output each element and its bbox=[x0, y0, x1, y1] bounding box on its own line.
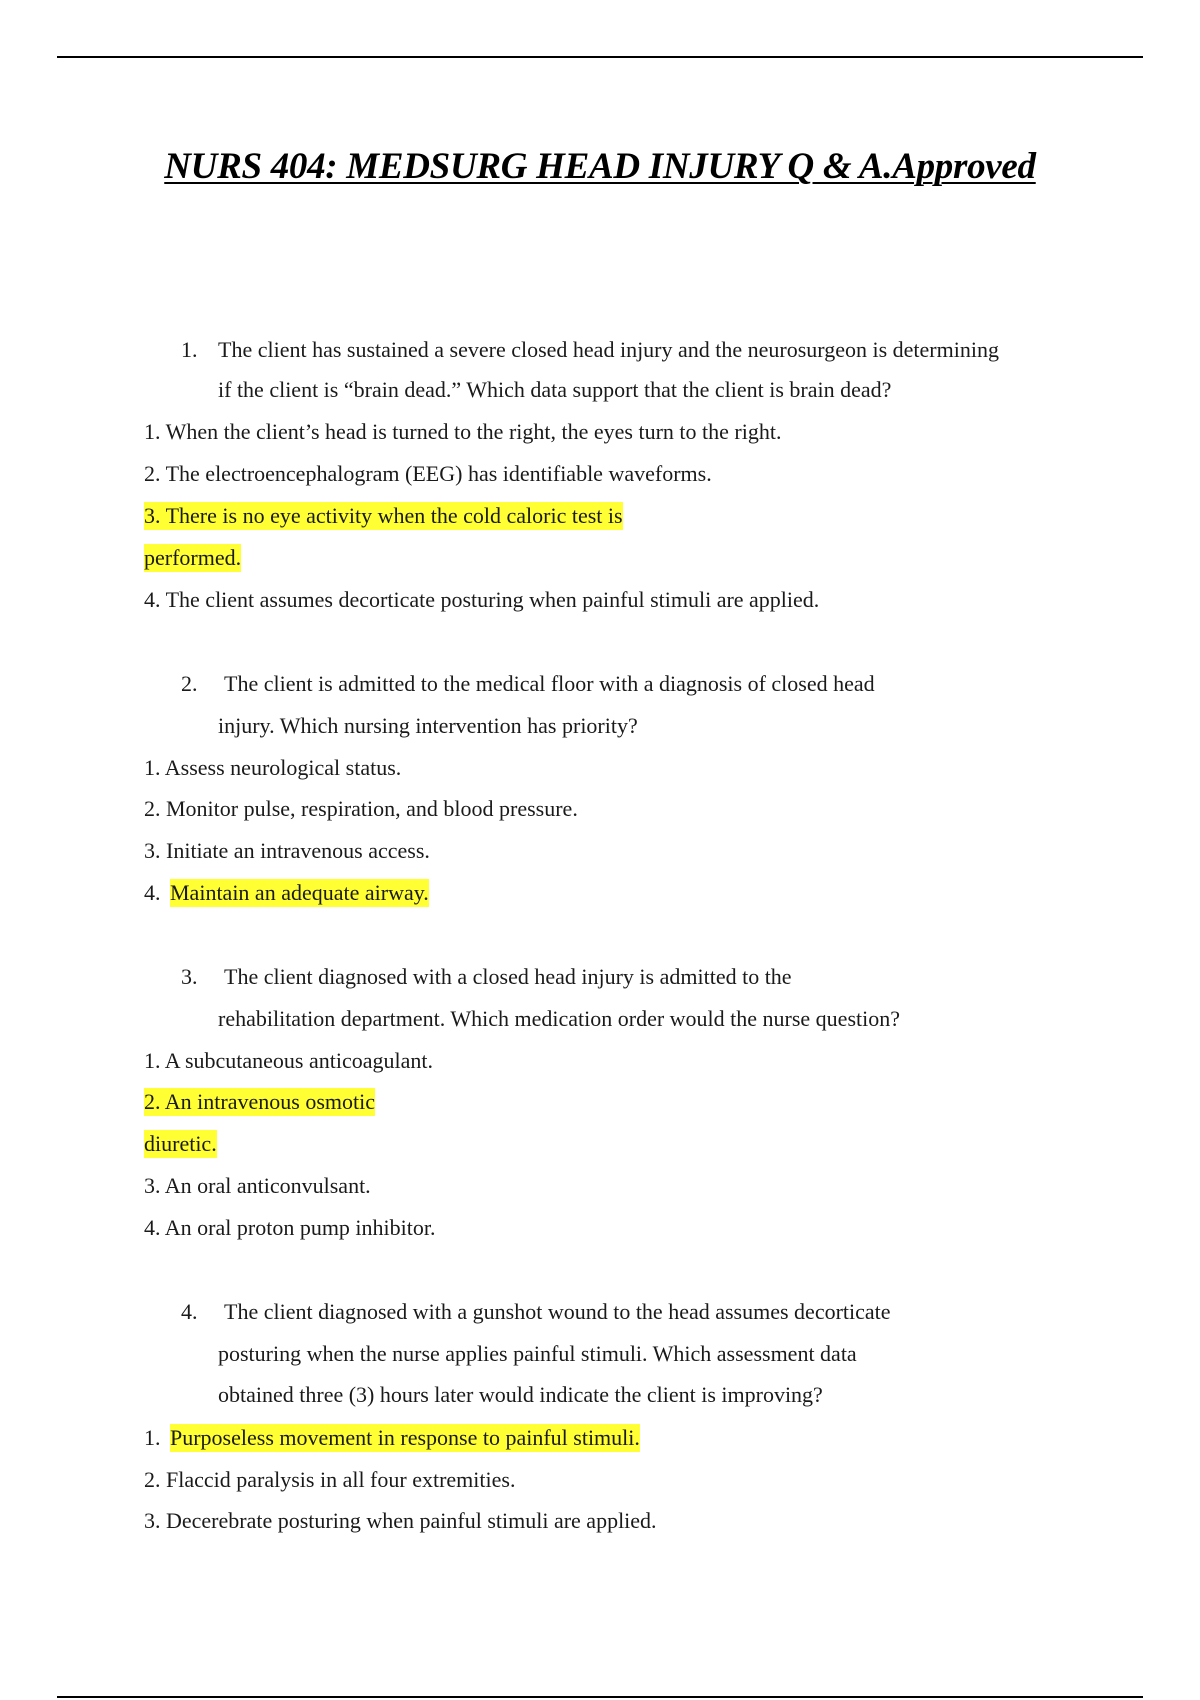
question-stem-line: rehabilitation department. Which medication order would the nurse question? bbox=[218, 1006, 900, 1031]
question-number: 3. bbox=[181, 964, 198, 989]
answer-option: 4. The client assumes decorticate posturing when painful stimuli are applied. bbox=[144, 587, 820, 612]
answer-option: 2. Monitor pulse, respiration, and blood pressure. bbox=[144, 796, 578, 821]
answer-option: 1. When the client’s head is turned to the right, the eyes turn to the right. bbox=[144, 419, 782, 444]
bottom-rule bbox=[57, 1696, 1143, 1698]
answer-option: 2. The electroencephalogram (EEG) has identifiable waveforms. bbox=[144, 461, 712, 486]
question-stem-line: if the client is “brain dead.” Which data support that the client is brain dead? bbox=[218, 377, 892, 402]
answer-option: 1. A subcutaneous anticoagulant. bbox=[144, 1048, 433, 1073]
answer-option: 3. Initiate an intravenous access. bbox=[144, 838, 430, 863]
answer-option-correct: Maintain an adequate airway. bbox=[170, 880, 429, 905]
question-stem-line: injury. Which nursing intervention has priority? bbox=[218, 713, 638, 738]
answer-option-correct-continued: diuretic. bbox=[144, 1131, 217, 1156]
question-stem-line: posturing when the nurse applies painful stimuli. Which assessment data bbox=[218, 1341, 857, 1366]
answer-option: 3. An oral anticonvulsant. bbox=[144, 1173, 371, 1198]
top-rule bbox=[57, 56, 1143, 58]
answer-option: 3. Decerebrate posturing when painful stimuli are applied. bbox=[144, 1508, 657, 1533]
answer-option-number: 4. bbox=[144, 880, 161, 905]
question-stem-line: obtained three (3) hours later would indicate the client is improving? bbox=[218, 1382, 823, 1407]
answer-option: 1. Assess neurological status. bbox=[144, 755, 402, 780]
answer-option: 4. An oral proton pump inhibitor. bbox=[144, 1215, 436, 1240]
answer-option-correct: 2. An intravenous osmotic bbox=[144, 1089, 375, 1114]
answer-option-number: 1. bbox=[144, 1425, 161, 1450]
answer-option: 2. Flaccid paralysis in all four extremities. bbox=[144, 1467, 516, 1492]
question-stem-line: The client has sustained a severe closed head injury and the neurosurgeon is determining bbox=[218, 337, 999, 362]
question-stem-line: The client diagnosed with a closed head injury is admitted to the bbox=[224, 964, 792, 989]
question-number: 1. bbox=[181, 337, 198, 362]
answer-option-correct: Purposeless movement in response to painful stimuli. bbox=[170, 1425, 640, 1450]
question-stem-line: The client diagnosed with a gunshot wound to the head assumes decorticate bbox=[224, 1299, 891, 1324]
answer-option-correct: 3. There is no eye activity when the cold caloric test is bbox=[144, 503, 623, 528]
question-stem-line: The client is admitted to the medical floor with a diagnosis of closed head bbox=[224, 671, 875, 696]
answer-option-correct-continued: performed. bbox=[144, 545, 242, 570]
page-title: NURS 404: MEDSURG HEAD INJURY Q & A.Approved bbox=[164, 146, 1036, 187]
question-number: 4. bbox=[181, 1299, 198, 1324]
question-number: 2. bbox=[181, 671, 198, 696]
